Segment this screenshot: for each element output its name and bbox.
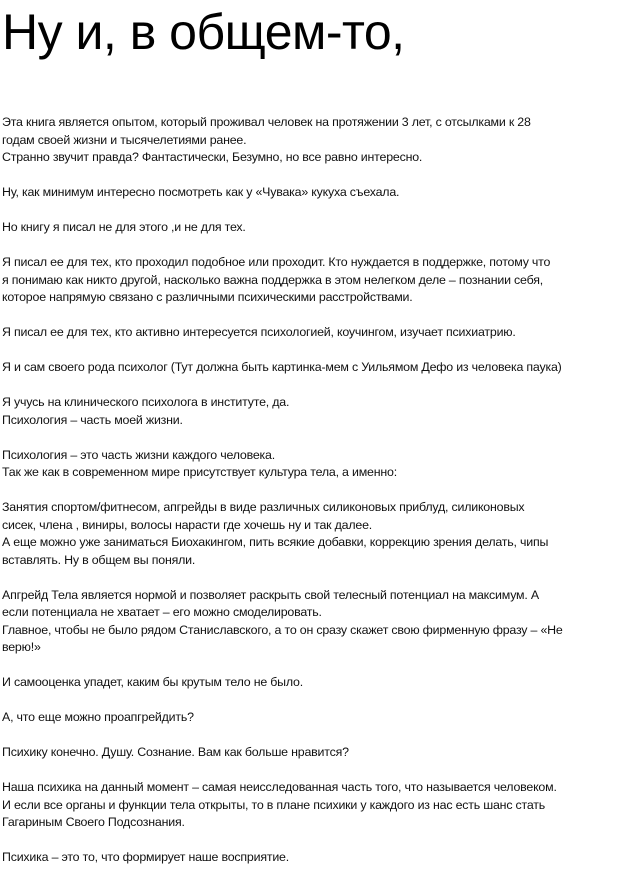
text-line: Психология – это часть жизни каждого человека. (2, 447, 275, 462)
paragraph (2, 114, 616, 167)
text-line: И самооценка упадет, каким бы крутым тело не было. (2, 675, 303, 689)
paragraph (2, 587, 616, 657)
text-line: И если все органы и функции тела открыты, то в плане психики у каждого из нас есть шанс стать (2, 797, 546, 812)
paragraph (2, 254, 616, 307)
document-body (2, 114, 616, 884)
paragraph (2, 219, 616, 237)
text-line: А еще можно уже заниматься Биохакингом, пить всякие добавки, коррекцию зрения делать, чипы (2, 535, 549, 549)
text-line: Психология – часть моей жизни. (2, 412, 183, 427)
text-line: сисек, члена , виниры, волосы нарасти где хочешь ну и так далее. (2, 517, 373, 532)
text-line: Странно звучит правда? Фантастически, Безумно, но все равно интересно. (2, 150, 423, 164)
page-title: Ну и, в общем-то, (2, 4, 405, 60)
text-line: Психика – это то, что формирует наше восприятие. (2, 850, 289, 864)
text-line: если потенциала не хватает – его можно смоделировать. (2, 605, 322, 619)
paragraph (2, 447, 616, 482)
text-line: годам своей жизни и тысячелетиями ранее. (2, 132, 247, 147)
text-line: Апгрейд Тела является нормой и позволяет раскрыть свой телесный потенциал на максимум. А (2, 587, 539, 602)
paragraph (2, 674, 616, 692)
text-line: Я и сам своего рода психолог (Тут должна быть картинка-мем с Уильямом Дефо из человека паука) (2, 360, 562, 374)
text-line: Я писал ее для тех, кто активно интересуется психологией, коучингом, изучает психиатрию. (2, 325, 516, 339)
text-line: Гагариным Своего Подсознания. (2, 815, 185, 829)
paragraph (2, 779, 616, 832)
paragraph (2, 499, 616, 569)
text-line: Главное, чтобы не было рядом Станиславского, а то он сразу скажет свою фирменную фразу – «Не (2, 622, 563, 637)
text-line: Эта книга является опытом, который проживал человек на протяжении 3 лет, с отсылками к 28 (2, 115, 531, 129)
paragraph (2, 744, 616, 762)
text-line: вставлять. Ну в общем вы поняли. (2, 552, 196, 567)
paragraph (2, 184, 616, 202)
text-line: Занятия спортом/фитнесом, апгрейды в виде различных силиконовых приблуд, силиконовых (2, 500, 525, 514)
text-line: я понимаю как никто другой, насколько важна поддержка в этом нелегком деле – познании себя, (2, 272, 543, 287)
paragraph (2, 324, 616, 342)
text-line: А, что еще можно проапгрейдить? (2, 710, 194, 724)
text-line: верю!» (2, 640, 41, 654)
text-line: Я писал ее для тех, кто проходил подобное или проходит. Кто нуждается в поддержке, потому что (2, 255, 551, 269)
paragraph (2, 359, 616, 377)
paragraph (2, 849, 616, 867)
text-line: Наша психика на данный момент – самая неисследованная часть того, что называется человеком. (2, 780, 557, 794)
text-line: Психику конечно. Душу. Сознание. Вам как больше нравится? (2, 745, 349, 759)
text-line: которое напрямую связано с различными психическими расстройствами. (2, 290, 413, 304)
paragraph (2, 394, 616, 429)
paragraph (2, 709, 616, 727)
text-line: Так же как в современном мире присутствует культура тела, а именно: (2, 465, 397, 479)
text-line: Я учусь на клинического психолога в институте, да. (2, 395, 290, 409)
text-line: Но книгу я писал не для этого ,и не для тех. (2, 220, 246, 234)
text-line: Ну, как минимум интересно посмотреть как у «Чувака» кукуха съехала. (2, 185, 400, 199)
